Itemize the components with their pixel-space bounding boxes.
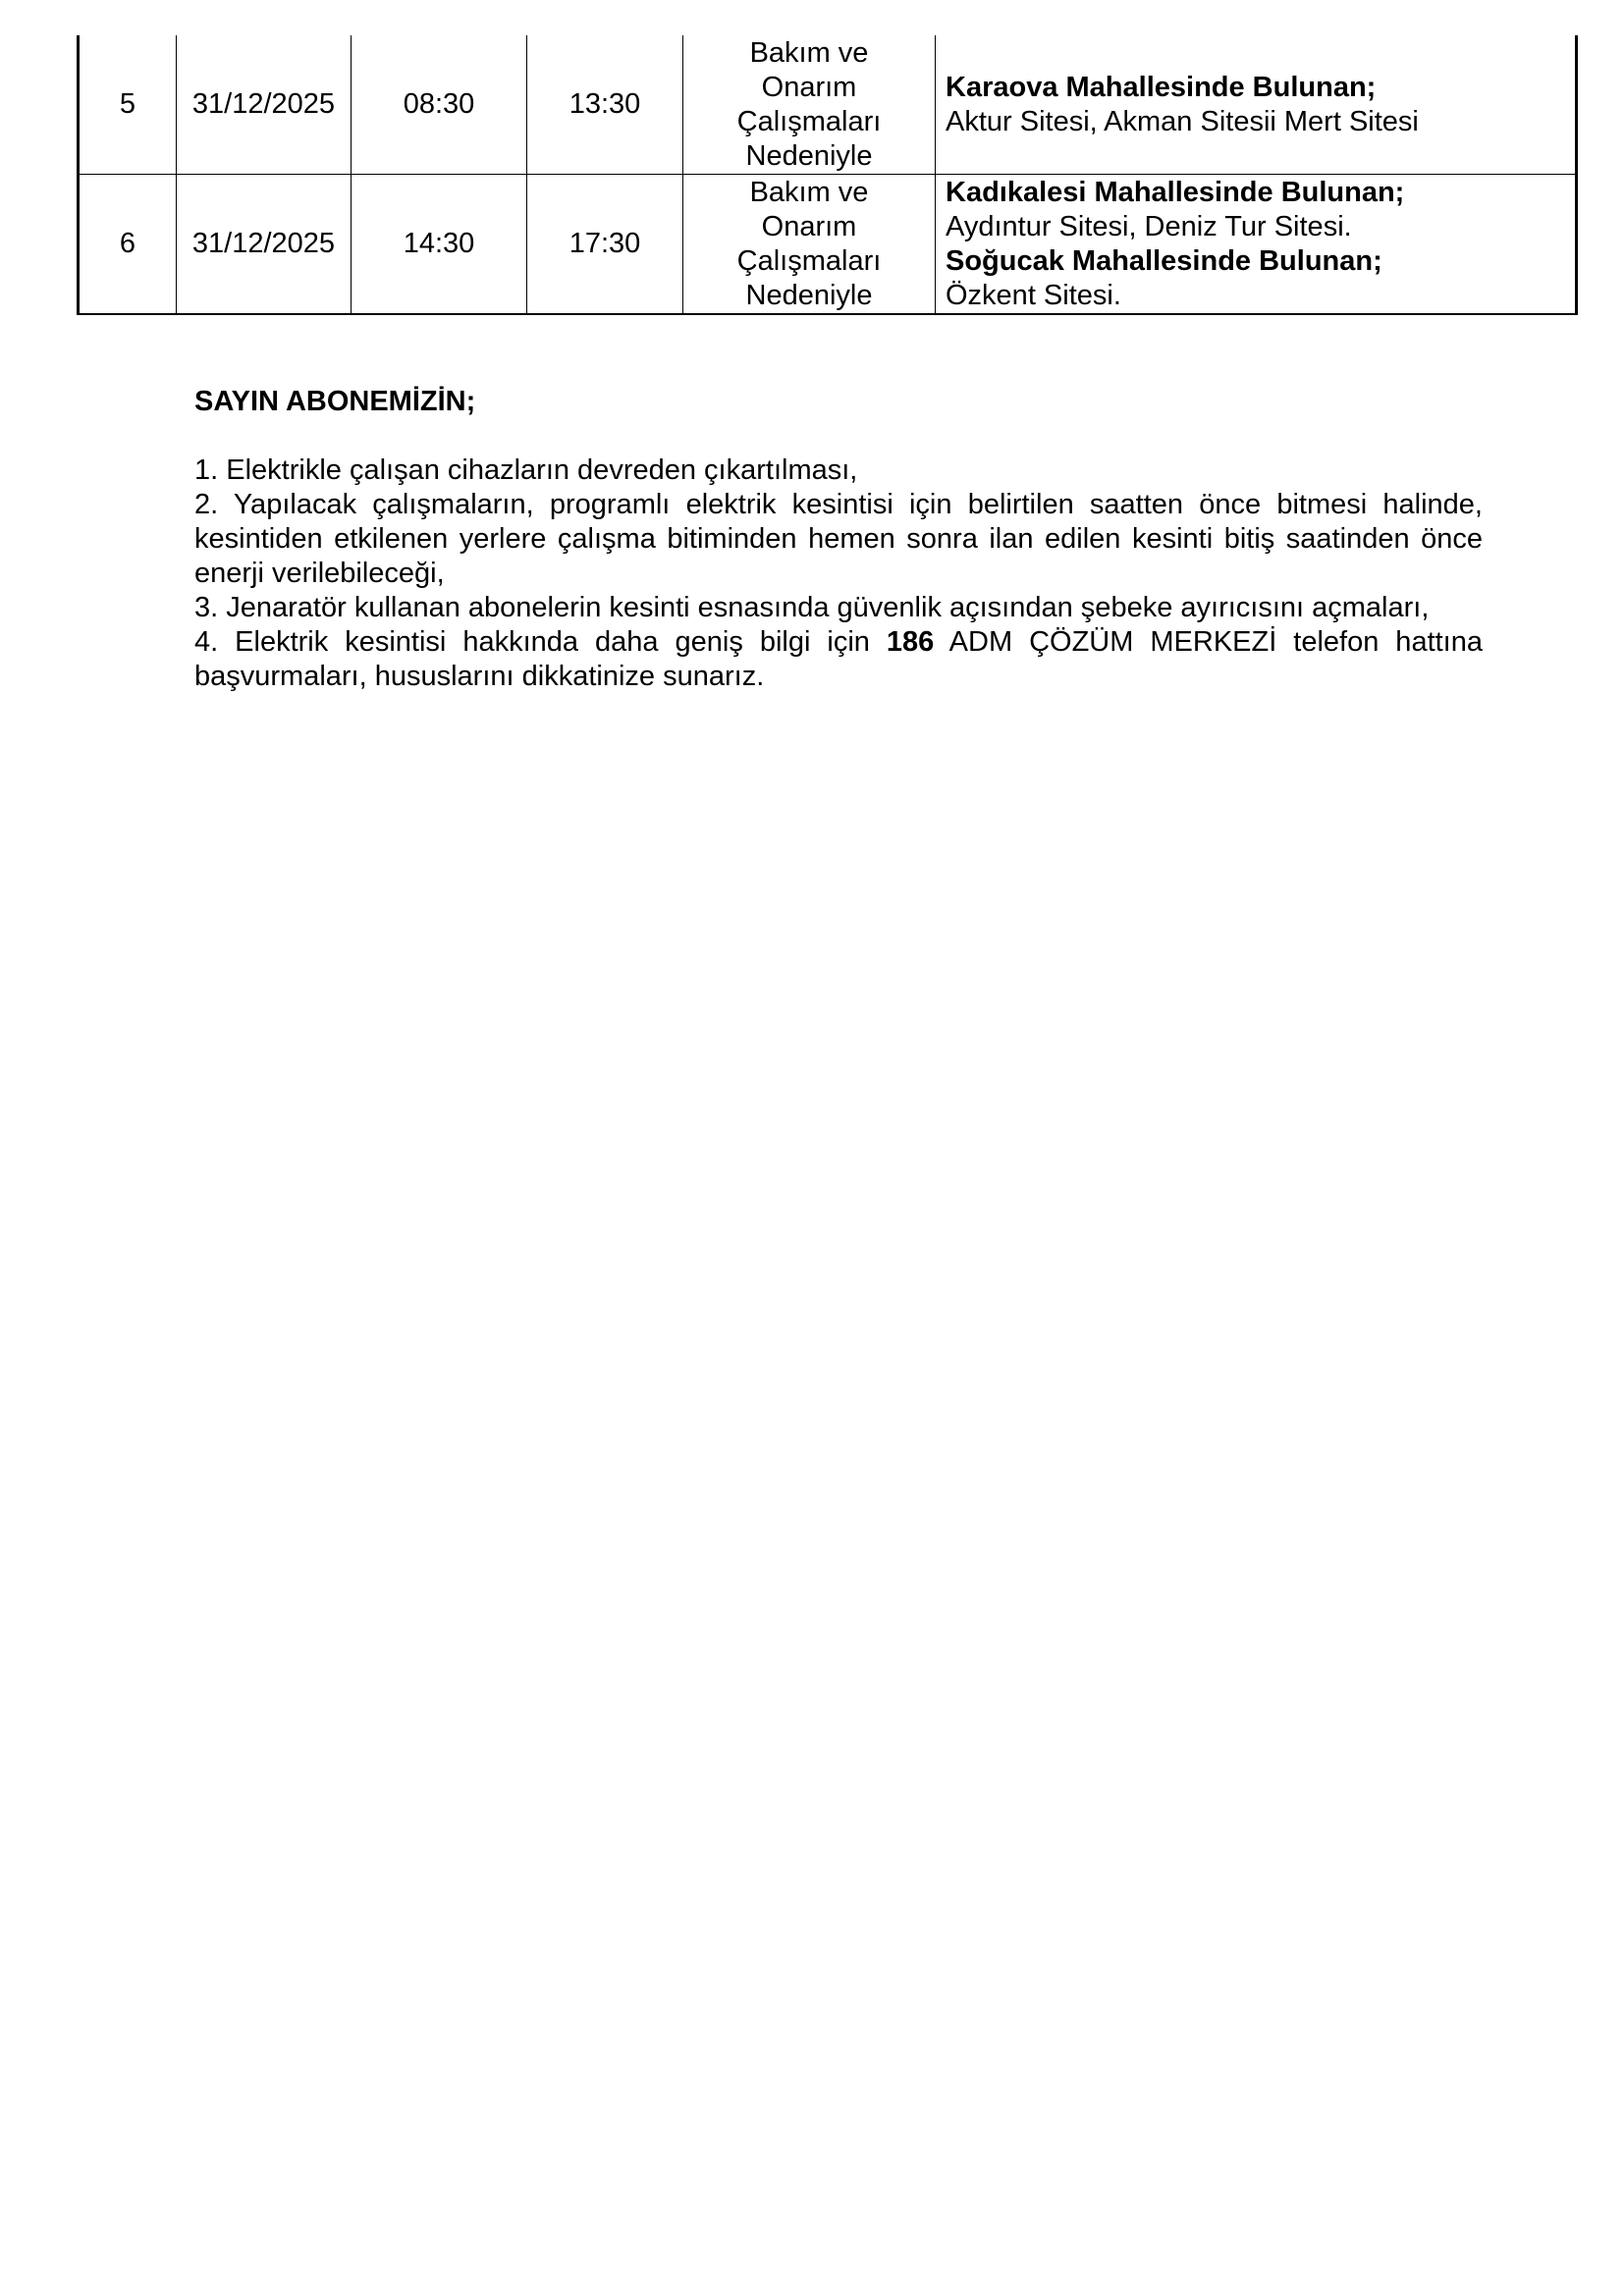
end-time: 17:30 [527,175,683,315]
notice-item-3: 3. Jenaratör kullanan abonelerin kesinti esnasında güvenlik açısından şebeke ayırıcısını açmaları, [194,592,1430,623]
notice-item-2: 2. Yapılacak çalışmaların, programlı elektrik kesintisi için belirtilen saatten önce bitmesi halinde, kesintiden etkilenen yerlere çalışma bitiminden hemen sonra ilan edilen kesinti bitiş saatinden önce enerji verilebileceği, [194,489,1483,589]
reason-line: Bakım ve [749,36,869,69]
reason-line: Onarım [761,71,857,103]
reason-line: Çalışmaları [736,244,882,277]
site-list: Özkent Sitesi. [946,279,1121,311]
notice-item-4 [194,625,1483,694]
affected-locations [936,175,1577,315]
subscriber-notice [194,385,1483,694]
neighborhood-heading: Kadıkalesi Mahallesinde Bulunan; [946,176,1405,208]
table-row [79,35,1577,175]
start-time: 14:30 [352,175,527,315]
support-line-number: 186 [886,626,935,658]
outage-reason [683,35,936,175]
reason-line: Nedeniyle [745,139,873,172]
outage-reason [683,175,936,315]
affected-locations [936,35,1577,175]
reason-line: Bakım ve [749,176,869,208]
start-time: 08:30 [352,35,527,175]
outage-date: 31/12/2025 [177,175,352,315]
site-list: Aydıntur Sitesi, Deniz Tur Sitesi. [946,210,1352,242]
reason-line: Çalışmaları [736,105,882,137]
reason-line: Nedeniyle [745,279,873,311]
outage-date: 31/12/2025 [177,35,352,175]
reason-line: Onarım [761,210,857,242]
site-list: Aktur Sitesi, Akman Sitesii Mert Sitesi [946,105,1419,137]
notice-item-4-text-end: ADM ÇÖZÜM MERKEZİ telefon hattına başvurmaları, hususlarını dikkatinize sunarız. [194,626,1483,692]
end-time: 13:30 [527,35,683,175]
table-row [79,175,1577,315]
row-number: 6 [79,175,177,315]
notice-item-1: 1. Elektrikle çalışan cihazların devreden çıkartılması, [194,454,858,486]
neighborhood-heading: Karaova Mahallesinde Bulunan; [946,71,1377,103]
outage-schedule-table [77,35,1578,315]
notice-title: SAYIN ABONEMİZİN; [194,386,476,417]
notice-item-4-text: 4. Elektrik kesintisi hakkında daha geniş bilgi için [194,626,887,658]
row-number: 5 [79,35,177,175]
neighborhood-heading: Soğucak Mahallesinde Bulunan; [946,244,1382,277]
